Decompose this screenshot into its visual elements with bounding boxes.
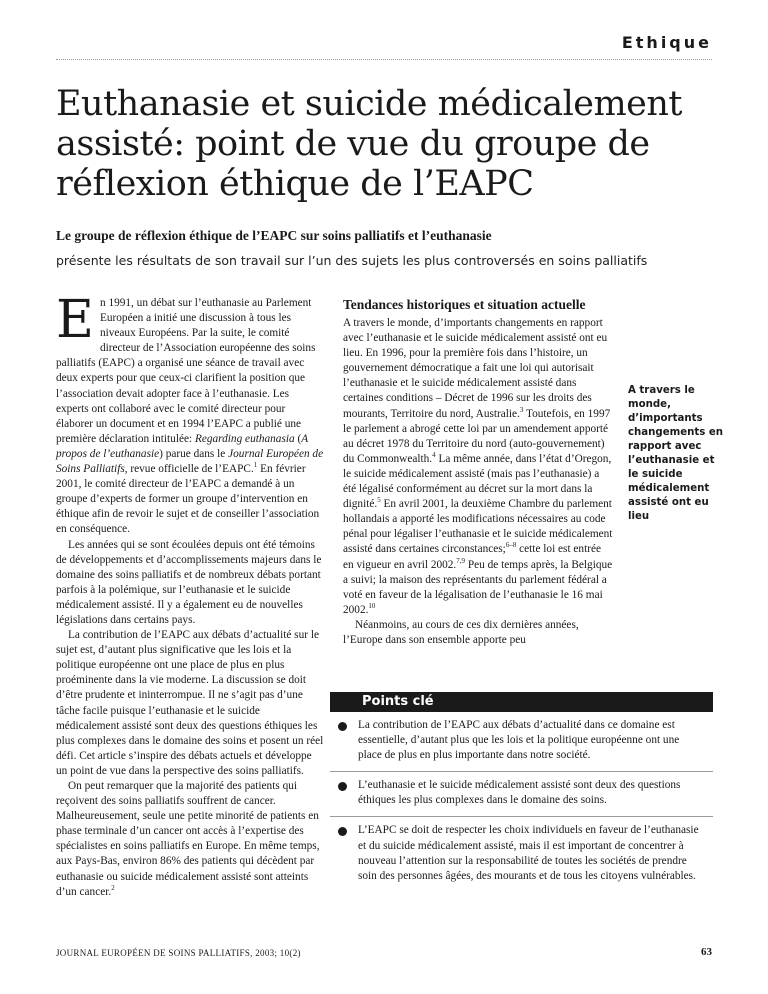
reference-marker: 5 [377, 496, 381, 505]
body-paragraph: En 1991, un débat sur l’euthanasie au Parlement Européen a initié une discussion à tous les niveaux Européens. Par la suite, le comité directeur de l’Association européenne des soins palliatifs (EAPC) a organisé une séance de travail avec deux experts pour que ceux-ci clarifient la position que l’association devait adopter face à l’euthanasie. Les experts ont collaboré avec le comité directeur pour élaborer un document et en 1994 l’EAPC a publié une première déclaration intitulée: Regarding euthanasia (A propos de l’euthanasie) parue dans le Journal Européen de Soins Palliatifs, revue officielle de l’EAPC.$^1$ En février 2001, le comité directeur de l’EAPC a demandé à un groupe d’experts de former un groupe d’intervention en éthique afin de revoir le sujet et de conseiller l’association en conséquence. [56, 290, 324, 536]
bullet-icon [338, 827, 347, 836]
reference-marker: 2 [111, 883, 115, 892]
body-paragraph: On peut remarquer que la majorité des patients qui reçoivent des soins palliatifs souffrent de cancer. Malheureusement, seule une petite minorité de patients en phase terminale d’un cancer ont accès à l’expertise des spécialistes en soins palliatifs en Europe. En même temps, aux Pays-Bas, environ 86% des patients qui décèdent par euthanasie ou suicide médicalement assisté sont atteints d’un cancer.$^2$ [56, 780, 320, 898]
header-divider [56, 59, 712, 60]
pull-quote: A travers le monde, d’importants changements en rapport avec l’euthanasie et le suicide médicalement assisté ont eu lieu [628, 385, 724, 522]
body-column-left [56, 290, 324, 900]
key-point-item: L’EAPC se doit de respecter les choix individuels en faveur de l’euthanasie et du suicide médicalement assisté, mais il est important de concentrer à nouveau l’attention sur la responsabilité de toutes les sociétés de prendre soin des personnes âgées, des mourants et de tous les citoyens vulnérables. [330, 817, 713, 891]
page-number: 63 [701, 946, 712, 958]
section-tag: Ethique [621, 33, 712, 52]
bullet-icon [338, 722, 347, 731]
bullet-icon [338, 782, 347, 791]
key-point-item: L’euthanasie et le suicide médicalement assisté sont deux des questions éthiques les plus complexes dans le domaine des soins. [330, 772, 713, 817]
drop-cap: E [56, 290, 94, 350]
key-points-box [330, 692, 713, 892]
body-paragraph: Néanmoins, au cours de ces dix dernières années, l’Europe dans son ensemble apporte peu [343, 618, 579, 646]
key-point-item: La contribution de l’EAPC aux débats d’actualité dans ce domaine est essentielle, d’autant plus que les lois et la politique européenne ont une place de plus en plus importante dans notre société. [330, 712, 713, 772]
section-heading: Tendances historiques et situation actuelle [343, 297, 586, 312]
body-column-middle [343, 297, 613, 648]
key-points-heading: Points clé [330, 692, 713, 712]
reference-marker: 10 [368, 602, 376, 611]
reference-marker: 1 [253, 461, 258, 470]
reference-marker: 6–8 [505, 541, 517, 550]
article-title: Euthanasie et suicide médicalement assisté: point de vue du groupe de réflexion éthique de l’EAPC [56, 84, 682, 204]
reference-marker: 3 [519, 405, 524, 414]
reference-marker: 4 [432, 451, 436, 460]
body-paragraph: A travers le monde, d’importants changements en rapport avec l’euthanasie et le suicide médicalement assisté ont eu lieu. En 1996, pour la première fois dans l’histoire, un gouvernement démocratique a fait une loi qui autorisait l’euthanasie et le suicide médicalement assisté dans certaines conditions – Décret de 1996 sur les droits des mourants, Territoire du nord, Australie.$^3$ Toutefois, en 1997 le parlement a abrogé cette loi par un amendement apporté au décret 1978 du Territoire du nord (auto-gouvernement) du Commonwealth.$^4$ La même année, dans l’état d’Oregon, le suicide médicalement assisté (mais pas l’euthanasie) a été légalisé conformément au décret sur la mort dans la dignité.$^5$ En avril 2001, la deuxième Chambre du parlement hollandais a apporté les modifications nécessaires au code pénal pour légaliser l’euthanasie et le suicide médicalement assisté dans certaines circonstances;$^{6-8}$ cette loi est entrée en vigueur en avril 2002.$^{7,9}$ Peu de temps après, la Belgique a suivi; la maison des représentants du parlement fédéral a voté en faveur de la légalisation de l’euthanasie le 16 mai 2002.10 [343, 317, 613, 616]
article-subtitle: Le groupe de réflexion éthique de l’EAPC sur soins palliatifs et l’euthanasie [56, 228, 492, 243]
journal-citation: JOURNAL EUROPÉEN DE SOINS PALLIATIFS, 2003; 10(2) [56, 948, 301, 958]
body-paragraph: La contribution de l’EAPC aux débats d’actualité sur le sujet est, d’autant plus significative que les lois et la politique européenne ont une place de plus en plus proéminente dans la vie moderne. La discussion se doit d’être prudente et ininterrompue. Il ne s’agit pas d’une tâche facile puisque l’euthanasie et le suicide médicalement assisté sont deux des questions éthiques les plus complexes dans le domaine des soins et posent un réel défi. Cet article s’inspire des débats actuels et développe un point de vue dans la perspective des soins palliatifs. [56, 629, 324, 777]
reference-marker: 7,9 [456, 556, 466, 565]
article-lead: présente les résultats de son travail sur l’un des sujets les plus controversés en soins palliatifs [56, 253, 648, 268]
body-paragraph: Les années qui se sont écoulées depuis ont été témoins de développements et d’accomplissements majeurs dans le domaine des soins palliatifs et de nombreux débats portant parfois à la polémique, sur l’euthanasie et le suicide médicalement assisté. Il y a également eu de nouvelles législations dans certains pays. [56, 538, 322, 626]
